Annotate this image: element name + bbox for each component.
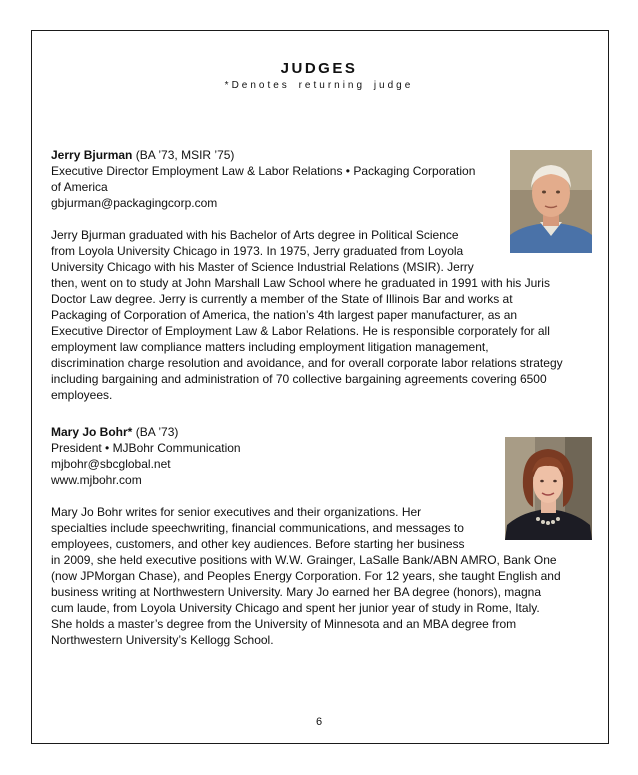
bio-line: Doctor Law degree. Jerry is currently a member of the State of Illinois Bar and works at [51,292,513,306]
judge-email: mjbohr@sbcglobal.net [51,457,171,471]
portrait-photo-man [510,150,592,253]
judge-degrees: (BA ’73) [132,425,179,439]
bio-line: Northwestern University’s Kellogg School. [51,633,274,647]
bio-line: from Loyola University Chicago in 1973. In 1975, Jerry graduated from Loyola [51,244,464,258]
bio-line: then, went on to study at John Marshall Law School where he graduated in 1991 with his Juris [51,276,550,290]
page-subtitle: *Denotes returning judge [224,80,414,91]
bio-line: employment law compliance matters including employment litigation management, [51,340,489,354]
page-number: 6 [315,716,323,728]
bio-line: in 2009, she held executive positions with W.W. Grainger, LaSalle Bank/ABN AMRO, Bank One [51,553,557,567]
bio-line: Mary Jo Bohr writes for senior executives and their organizations. Her [51,505,422,519]
bio-line: (now JPMorgan Chase), and Peoples Energy Corporation. For 12 years, she taught English and [51,569,561,583]
bio-line: employees. [51,388,113,402]
judge-website: www.mjbohr.com [51,473,142,487]
judge-heading [51,147,563,163]
bio-line: Jerry Bjurman graduated with his Bachelor of Arts degree in Political Science [51,228,459,242]
bio-line: specialties include speechwriting, financial communications, and messages to [51,521,464,535]
judge-name: Mary Jo Bohr* [51,425,133,439]
judge-title-continued: of America [51,180,108,194]
portrait-photo-woman [505,437,592,540]
bio-line: including bargaining and administration of 70 collective bargaining agreements covering 6500 [51,372,547,386]
judge-title: Executive Director Employment Law & Labor Relations • Packaging Corporation [51,164,476,178]
bio-line: She holds a master’s degree from the University of Minnesota and an MBA degree from [51,617,517,631]
judge-degrees: (BA ’73, MSIR ’75) [132,148,235,162]
bio-line: employees, customers, and other key audiences. Before starting her business [51,537,465,551]
page-title: JUDGES [280,60,358,77]
bio-line: discrimination charge resolution and avoidance, and for overall corporate labor relations strategy [51,356,563,370]
judge-entry-bohr [51,424,561,648]
judge-heading [51,424,561,440]
bio-line: Packaging of Corporation of America, the nation’s 4th largest paper manufacturer, as an [51,308,518,322]
bio-line: Executive Director of Employment Law & Labor Relations. He is responsible corporately for all [51,324,550,338]
judge-title: President • MJBohr Communication [51,441,241,455]
bio-line: University Chicago with his Master of Science Industrial Relations (MSIR). Jerry [51,260,474,274]
bio-line: cum laude, from Loyola University Chicago and spent her junior year of study in Rome, Italy. [51,601,540,615]
judge-name: Jerry Bjurman [51,148,133,162]
judge-entry-bjurman [51,147,563,403]
bio-line: business writing at Northwestern University. Mary Jo earned her BA degree (honors), magna [51,585,542,599]
judge-email: gbjurman@packagingcorp.com [51,196,218,210]
